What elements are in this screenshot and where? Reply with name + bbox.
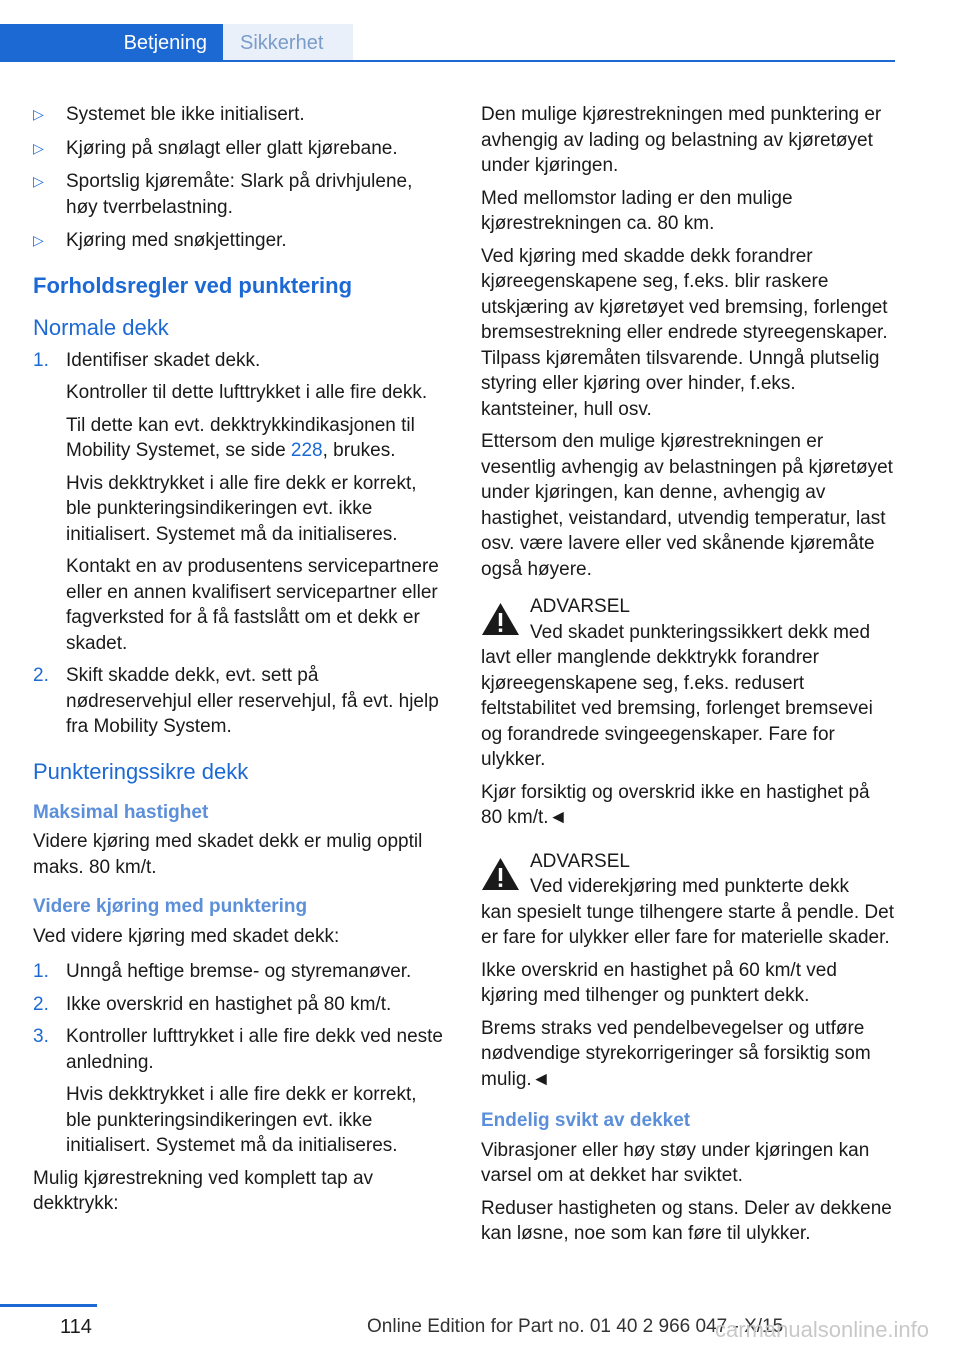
step-number: 3. [33, 1026, 49, 1047]
section-heading-punkteringssikre: Punkteringssikre dekk [33, 758, 249, 784]
body-text: Ved videre kjøring med skadet dekk: [33, 925, 340, 947]
body-text: Reduser hastigheten og stans. Deler av dekkene kan løsne, noe som kan føre til ulykker. [481, 1197, 892, 1244]
step-text: Hvis dekktrykket i alle fire dekk er korrekt, ble punkteringsindikeringen evt. ikke initialisert. Systemet må da initialiseres. [66, 1084, 417, 1156]
triangle-bullet-icon: ▷ [33, 106, 44, 122]
step-number: 2. [33, 993, 49, 1015]
body-text: Mulig kjørestrekning ved komplett tap av dekktrykk: [33, 1167, 374, 1214]
tab-betjening[interactable]: Betjening [0, 24, 223, 62]
step-text: Kontroller til dette lufttrykket i alle fire dekk. [66, 382, 428, 403]
step-text: Kontakt en av produsentens servicepartnere eller en annen kvalifisert servicepartner eller fagverksted for å få fastslått om et dekk er skadet. [66, 556, 439, 654]
header-rule [0, 60, 895, 62]
step-text: Hvis dekktrykket i alle fire dekk er korrekt, ble punkteringsindikeringen evt. ikke initialisert. Systemet må da initialiseres. [66, 472, 417, 545]
warning-text: lavt eller manglende dekktrykk forandrer kjøreegenskapene seg, f.eks. redusert feltstabilitet ved bremsing, forlenget bremsevei og forandrede svingeegenskaper. Fare for ulykker. [481, 647, 873, 770]
warning-triangle-icon [481, 602, 520, 636]
step-text: Til dette kan evt. dekktrykkindikasjonen til Mobility Systemet, se side 228, brukes. [66, 414, 415, 461]
warning-block [481, 594, 895, 831]
subheading-videre-kjoring: Videre kjøring med punktering [33, 896, 308, 917]
warning-text: Ved viderekjøring med punkterte dekk [530, 876, 849, 897]
body-text: Vibrasjoner eller høy støy under kjøringen kan varsel om at dekket har sviktet. [481, 1139, 870, 1186]
warning-text: Kjør forsiktig og overskrid ikke en hastighet på 80 km/t.◄ [481, 781, 870, 828]
warning-block [481, 849, 895, 1093]
list-item-text: Systemet ble ikke initialisert. [66, 104, 305, 125]
step-item [33, 1024, 447, 1159]
list-item-text: Kjøring på snølagt eller glatt kjørebane. [66, 137, 398, 159]
right-column [481, 102, 895, 1254]
footer-rule [0, 1304, 97, 1307]
step-number: 1. [33, 349, 49, 371]
step-item [33, 663, 447, 740]
triangle-bullet-icon: ▷ [33, 173, 44, 189]
left-column [33, 102, 447, 1224]
body-text: Med mellomstor lading er den mulige kjørestrekningen ca. 80 km. [481, 187, 793, 234]
step-number: 1. [33, 961, 49, 982]
step-text: Unngå heftige bremse- og styremanøver. [66, 961, 412, 982]
triangle-bullet-icon: ▷ [33, 232, 44, 248]
warning-title: ADVARSEL [530, 850, 630, 872]
warning-title: ADVARSEL [530, 596, 630, 617]
list-item [33, 228, 447, 254]
step-text: Kontroller lufttrykket i alle fire dekk ved neste anledning. [66, 1026, 444, 1073]
tab-sikkerhet[interactable]: Sikkerhet [223, 24, 353, 62]
warning-text: Brems straks ved pendelbevegelser og utføre nødvendige styrekorrigeringer så forsiktig som mulig.◄ [481, 1017, 871, 1090]
body-text: Videre kjøring med skadet dekk er mulig opptil maks. 80 km/t. [33, 831, 423, 878]
chapter-header [0, 24, 895, 62]
list-item-text: Sportslig kjøremåte: Slark på drivhjulene, høy tverrbelastning. [66, 171, 413, 218]
list-item [33, 136, 447, 162]
warning-text: kan spesielt tunge tilhengere starte å pendle. Det er fare for ulykker eller fare for materielle skader. [481, 901, 894, 948]
step-text: Skift skadde dekk, evt. sett på nødreservehjul eller reservehjul, få evt. hjelp fra Mobility System. [66, 665, 439, 737]
subheading-endelig-svikt: Endelig svikt av dekket [481, 1110, 691, 1131]
body-text: Den mulige kjørestrekningen med punktering er avhengig av lading og belastning av kjøretøyet under kjøringen. [481, 104, 882, 176]
edition-text: Online Edition for Part no. 01 40 2 966 047 - X/15 [367, 1316, 784, 1337]
subheading-maksimal-hastighet: Maksimal hastighet [33, 801, 209, 823]
warning-triangle-icon [481, 857, 520, 891]
page-number: 114 [60, 1316, 92, 1338]
warning-text: Ikke overskrid en hastighet på 60 km/t ved kjøring med tilhenger og punktert dekk. [481, 959, 837, 1006]
triangle-bullet-icon: ▷ [33, 139, 44, 156]
warning-text: Ved skadet punkteringssikkert dekk med [530, 621, 871, 643]
section-heading-forholdsregler: Forholdsregler ved punktering [33, 272, 353, 298]
step-text: Identifiser skadet dekk. [66, 349, 261, 371]
step-item [33, 348, 447, 657]
step-item [33, 959, 447, 985]
list-item [33, 102, 447, 128]
body-text: Ved kjøring med skadde dekk forandrer kjøreegenskapene seg, f.eks. blir raskere utskjæring av kjøretøyet ved bremsing, forlenget bremsestrekning eller endrede styreegenskaper. Tilpass kjøremåten tilsvarende. Unngå plutselig styring eller kjøring over hinder, f.eks. kantsteiner, hull osv. [481, 245, 888, 420]
step-text: Ikke overskrid en hastighet på 80 km/t. [66, 993, 392, 1015]
list-item-text: Kjøring med snøkjettinger. [66, 230, 287, 251]
page-reference-link[interactable]: 228 [290, 440, 323, 461]
watermark: carmanualsonline.info [715, 1317, 930, 1342]
body-text: Ettersom den mulige kjørestrekningen er vesentlig avhengig av belastningen på kjøretøyet under kjøringen, kan denne, avhengig av hastighet, veistandard, utvendig temperatur, last osv. være lavere eller ved skånende kjøremåte også høyere. [481, 431, 893, 580]
subsection-heading-normale-dekk: Normale dekk [33, 314, 169, 340]
step-number: 2. [33, 665, 49, 686]
step-item [33, 992, 447, 1018]
list-item [33, 169, 447, 220]
